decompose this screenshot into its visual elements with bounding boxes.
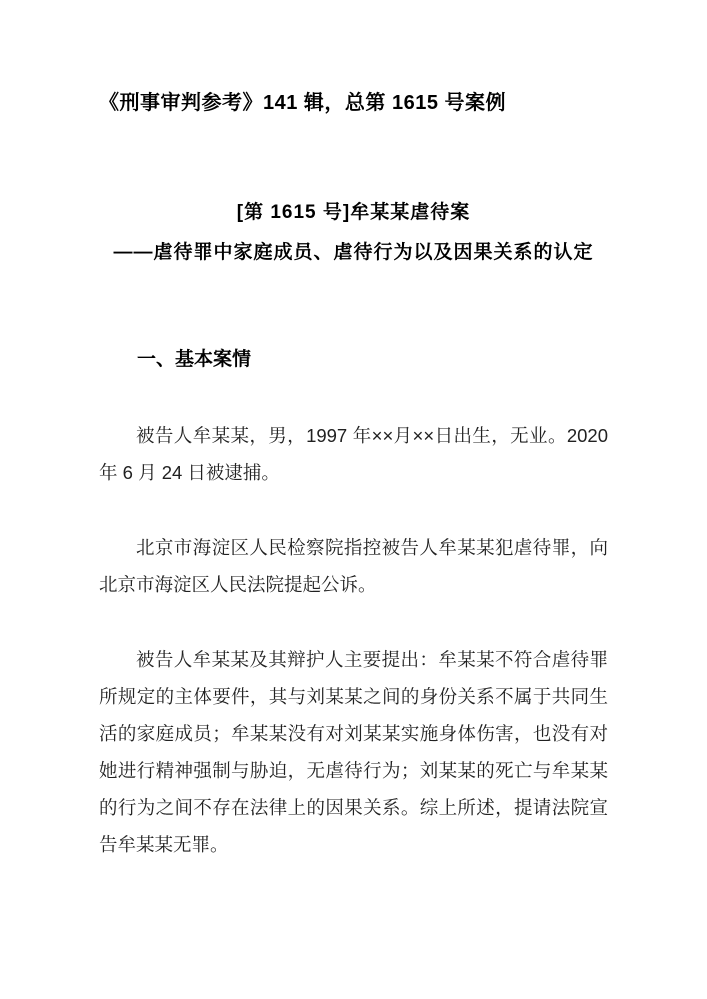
document-header-title: 《刑事审判参考》141 辑，总第 1615 号案例	[99, 92, 507, 114]
case-subtitle: ——虐待罪中家庭成员、虐待行为以及因果关系的认定	[113, 242, 594, 263]
section-heading-basic-facts: 一、基本案情	[137, 349, 252, 370]
paragraph-defendant-info: 被告人牟某某，男，1997 年××月××日出生，无业。2020 年 6 月 24 日被逮捕。	[99, 425, 608, 483]
case-title: [第 1615 号]牟某某虐待案	[236, 202, 471, 223]
paragraph-defense-arguments: 被告人牟某某及其辩护人主要提出：牟某某不符合虐待罪所规定的主体要件，其与刘某某之间的身份关系不属于共同生活的家庭成员；牟某某没有对刘某某实施身体伤害，也没有对她进行精神强制与胁迫，无虐待行为；刘某某的死亡与牟某某的行为之间不存在法律上的因果关系。综上所述，提请法院宣告牟某某无罪。	[99, 649, 608, 855]
paragraph-prosecution-charge: 北京市海淀区人民检察院指控被告人牟某某犯虐待罪，向北京市海淀区人民法院提起公诉。	[99, 537, 608, 595]
case-heading-block	[99, 193, 608, 273]
